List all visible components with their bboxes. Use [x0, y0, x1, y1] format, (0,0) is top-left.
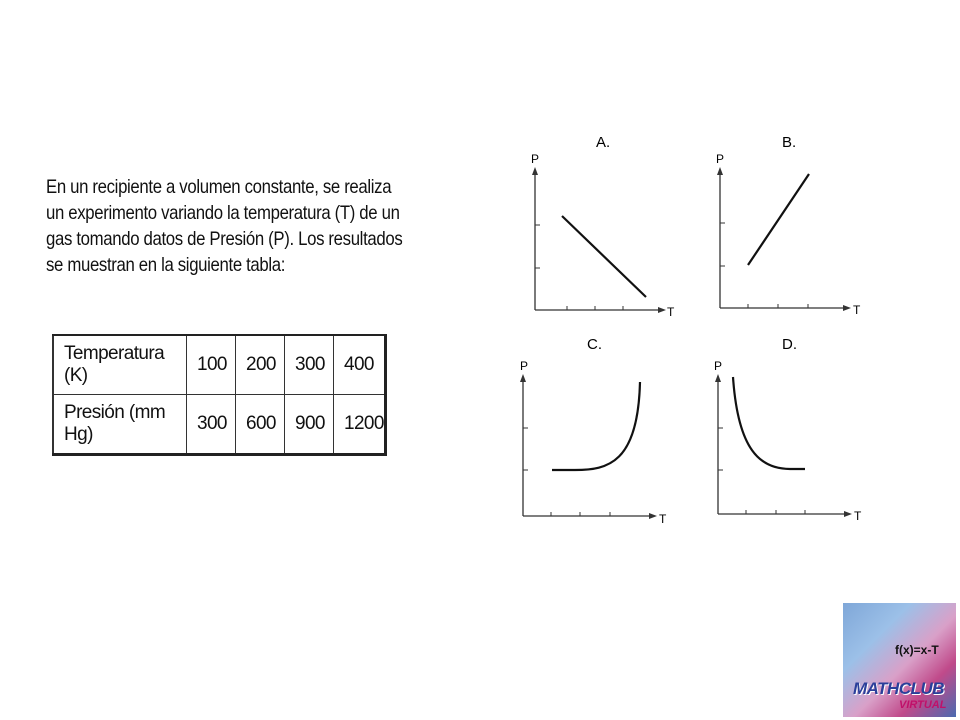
- logo-brand: MATHCLUB: [853, 679, 945, 698]
- option-letter: B.: [782, 134, 797, 151]
- answer-graphs: [480, 120, 900, 530]
- problem-statement: [46, 174, 403, 278]
- y-axis-arrow-icon: [717, 167, 723, 175]
- table-cell: 100: [187, 335, 236, 395]
- graph-d: [714, 336, 862, 523]
- logo-sub: VIRTUAL: [899, 699, 947, 711]
- x-axis-label: T: [667, 305, 675, 319]
- plot-curve: [562, 216, 646, 297]
- plot-curve: [733, 377, 805, 469]
- y-axis-arrow-icon: [520, 374, 526, 382]
- table-cell: 900: [285, 395, 334, 455]
- data-table: [52, 334, 387, 456]
- y-axis-label: P: [531, 152, 540, 166]
- x-axis-label: T: [853, 303, 861, 317]
- y-axis-arrow-icon: [532, 167, 538, 175]
- axis-ticks: [720, 223, 808, 308]
- table-row-pressure: [53, 395, 385, 455]
- table-cell: 300: [285, 335, 334, 395]
- graph-c: [520, 336, 667, 526]
- x-axis-arrow-icon: [658, 307, 666, 313]
- x-axis-arrow-icon: [843, 305, 851, 311]
- table-cell: 1200: [334, 395, 386, 455]
- y-axis-label: P: [520, 359, 529, 373]
- problem-line: se muestran en la siguiente tabla:: [46, 254, 286, 276]
- logo-formula: f(x)=x-T: [895, 643, 939, 657]
- table-row-temperature: [53, 335, 385, 395]
- y-axis-label: P: [716, 152, 725, 166]
- x-axis-arrow-icon: [844, 511, 852, 517]
- y-axis-label: P: [714, 359, 723, 373]
- graph-a: [531, 134, 675, 319]
- plot-curve: [552, 382, 640, 470]
- option-letter: A.: [596, 134, 611, 151]
- option-letter: D.: [782, 336, 797, 353]
- problem-line: En un recipiente a volumen constante, se realiza: [46, 176, 392, 198]
- axis-ticks: [535, 225, 623, 310]
- y-axis-arrow-icon: [715, 374, 721, 382]
- x-axis-label: T: [854, 509, 862, 523]
- row-header: Temperatura (K): [53, 335, 187, 395]
- table-cell: 400: [334, 335, 386, 395]
- axis-ticks: [718, 428, 805, 514]
- x-axis-arrow-icon: [649, 513, 657, 519]
- table-cell: 200: [236, 335, 285, 395]
- graph-b: [716, 134, 861, 317]
- mathclub-logo: [843, 603, 956, 717]
- option-letter: C.: [587, 336, 602, 353]
- row-header: Presión (mm Hg): [53, 395, 187, 455]
- plot-curve: [748, 174, 809, 265]
- axis-ticks: [523, 428, 610, 516]
- problem-line: gas tomando datos de Presión (P). Los resultados: [46, 228, 403, 250]
- problem-line: un experimento variando la temperatura (T) de un: [46, 202, 400, 224]
- table-cell: 300: [187, 395, 236, 455]
- x-axis-label: T: [659, 512, 667, 526]
- table-cell: 600: [236, 395, 285, 455]
